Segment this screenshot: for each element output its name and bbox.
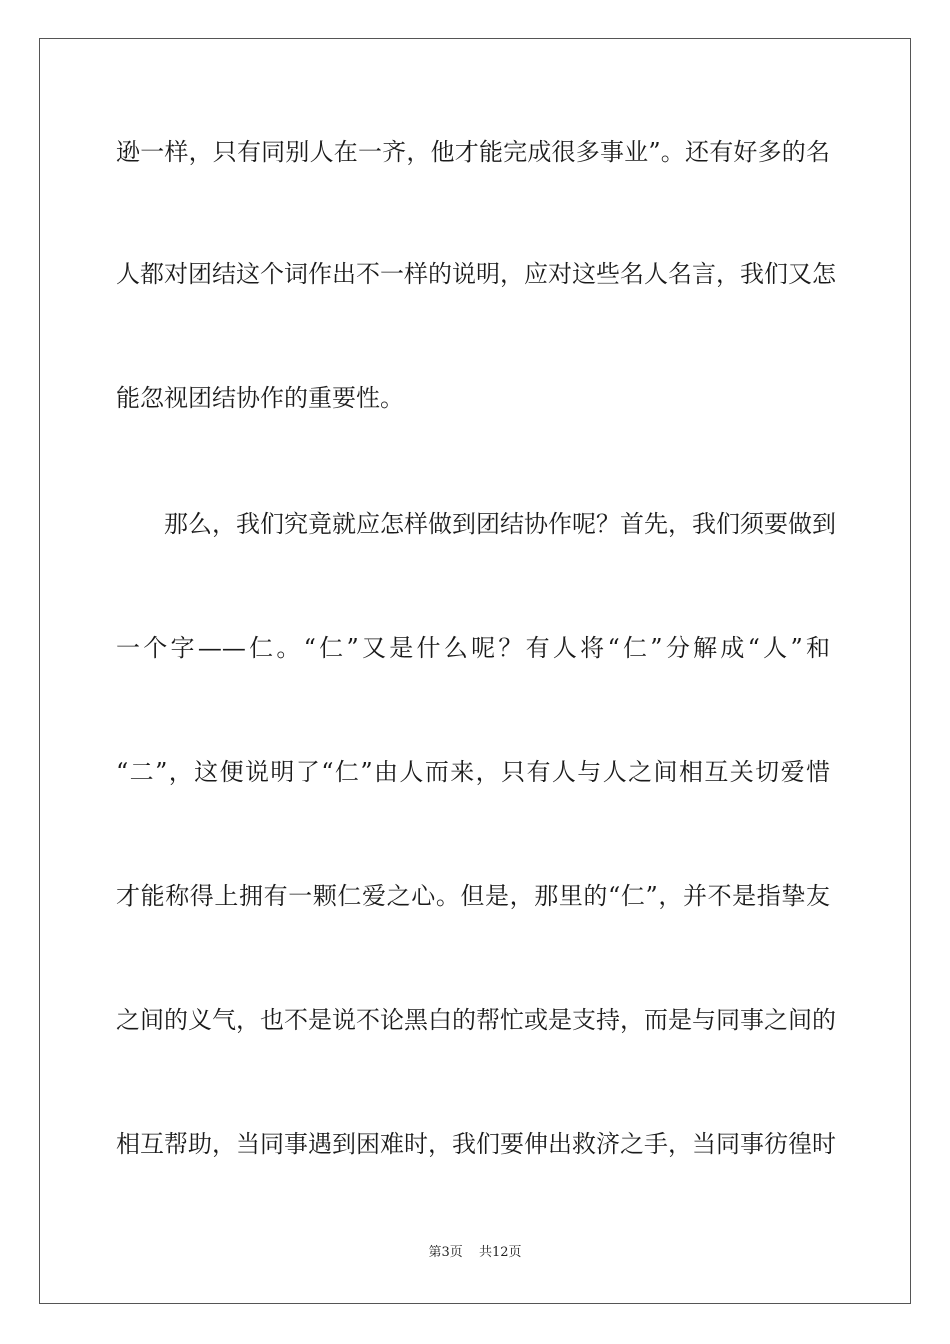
page-frame: [39, 38, 911, 1304]
page-footer: [0, 1245, 950, 1261]
text-line-2: 人都对团结这个词作出不一样的说明，应对这些名人名言，我们又怎: [116, 260, 836, 288]
page-number: 第3页: [428, 1245, 463, 1260]
text-line-6: “二”，这便说明了“仁”由人而来，只有人与人之间相互关切爱惜: [116, 758, 830, 786]
text-line-8: 之间的义气，也不是说不论黑白的帮忙或是支持，而是与同事之间的: [116, 1006, 836, 1034]
text-line-5: 一个字——仁。“仁”又是什么呢？有人将“仁”分解成“人”和: [116, 634, 830, 662]
text-line-1: 逊一样，只有同别人在一齐，他才能完成很多事业”。还有好多的名: [116, 138, 830, 166]
page-total: 共12页: [478, 1245, 522, 1260]
text-line-7: 才能称得上拥有一颗仁爱之心。但是，那里的“仁”，并不是指挚友: [116, 882, 830, 910]
text-line-3: 能忽视团结协作的重要性。: [116, 384, 404, 412]
text-line-9: 相互帮助，当同事遇到困难时，我们要伸出救济之手，当同事彷徨时: [116, 1130, 836, 1158]
text-line-4: 那么，我们究竟就应怎样做到团结协作呢？首先，我们须要做到: [164, 510, 836, 538]
